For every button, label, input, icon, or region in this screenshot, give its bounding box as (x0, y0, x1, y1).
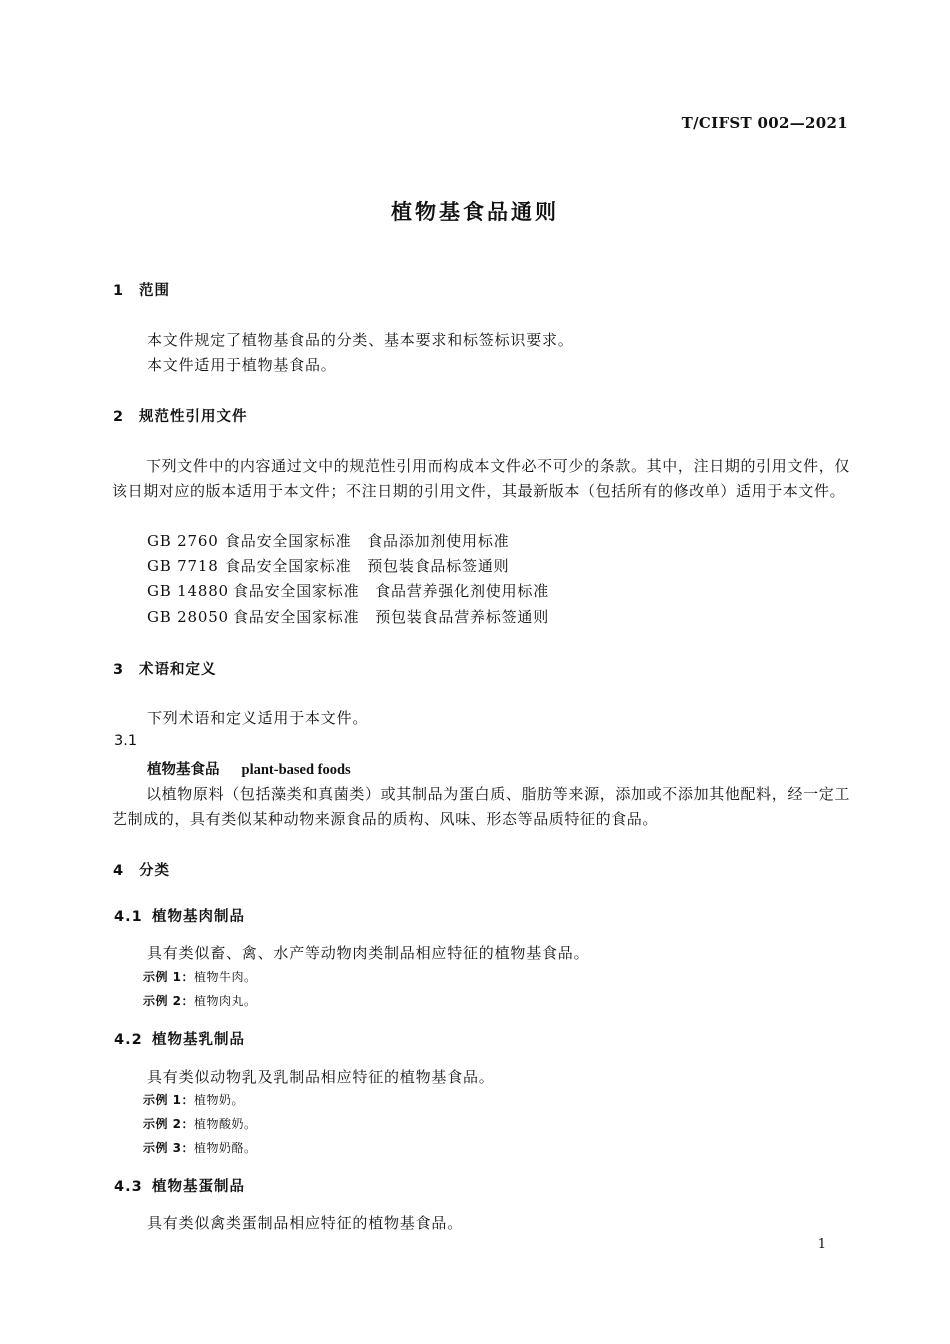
reference-item (147, 555, 509, 576)
reference-separator (351, 532, 367, 550)
subsection-number: 4.2 (114, 1032, 143, 1048)
reference-title-part1: 食品安全国家标准 (233, 582, 360, 600)
document-title: 植物基食品通则 (391, 200, 559, 224)
term-chinese: 植物基食品 (147, 762, 220, 778)
reference-title-part2: 食品营养强化剂使用标准 (375, 582, 550, 600)
reference-title-part2: 预包装食品营养标签通则 (375, 608, 550, 626)
reference-title-part1: 食品安全国家标准 (225, 557, 352, 575)
subsection-title: 植物基肉制品 (152, 909, 245, 925)
example-item (143, 968, 257, 985)
section-1-heading (113, 279, 170, 300)
reference-title-part2: 食品添加剂使用标准 (367, 532, 510, 550)
paragraph: 本文件适用于植物基食品。 (147, 356, 337, 374)
example-item (143, 1139, 257, 1156)
example-text: 植物奶酪。 (194, 1141, 257, 1155)
reference-item (147, 530, 509, 551)
reference-code: GB 7718 (147, 557, 219, 575)
subsection-number: 4.3 (114, 1179, 143, 1195)
reference-code: GB 14880 (147, 582, 229, 600)
section-title: 术语和定义 (139, 662, 217, 678)
subsection-title: 植物基蛋制品 (152, 1179, 245, 1195)
subsection-title: 植物基乳制品 (152, 1032, 245, 1048)
section-title: 范围 (139, 283, 170, 299)
reference-item (147, 580, 549, 601)
paragraph: 具有类似禽类蛋制品相应特征的植物基食品。 (147, 1214, 464, 1232)
subsection-4-3-heading (114, 1175, 245, 1196)
example-item (143, 1091, 244, 1108)
page-number: 1 (817, 1237, 826, 1252)
example-label: 示例 2： (143, 994, 195, 1008)
example-text: 植物酸奶。 (194, 1117, 257, 1131)
reference-title-part1: 食品安全国家标准 (233, 608, 360, 626)
section-number: 2 (113, 409, 125, 425)
section-title: 规范性引用文件 (139, 409, 248, 425)
reference-separator (359, 582, 375, 600)
paragraph: 具有类似动物乳及乳制品相应特征的植物基食品。 (147, 1068, 495, 1086)
term-number: 3.1 (114, 733, 138, 749)
section-title: 分类 (139, 863, 170, 879)
reference-code: GB 2760 (147, 532, 219, 550)
paragraph: 下列术语和定义适用于本文件。 (147, 709, 369, 727)
example-text: 植物牛肉。 (194, 970, 257, 984)
subsection-number: 4.1 (114, 909, 143, 925)
section-2-heading (113, 405, 248, 426)
example-item (143, 1115, 257, 1132)
reference-item (147, 606, 549, 627)
reference-code: GB 28050 (147, 608, 229, 626)
section-number: 4 (113, 863, 125, 879)
section-number: 1 (113, 283, 125, 299)
reference-title-part2: 预包装食品标签通则 (367, 557, 510, 575)
reference-separator (351, 557, 367, 575)
term-english: plant-based foods (241, 762, 351, 778)
section-number: 3 (113, 662, 125, 678)
paragraph: 本文件规定了植物基食品的分类、基本要求和标签标识要求。 (147, 331, 574, 349)
term-entry (147, 758, 351, 779)
example-item (143, 992, 257, 1009)
paragraph: 下列文件中的内容通过文中的规范性引用而构成本文件必不可少的条款。其中，注日期的引用文件，仅该日期对应的版本适用于本文件；不注日期的引用文件，其最新版本（包括所有的修改单）适用于本文件。 (112, 457, 850, 500)
section-3-heading (113, 658, 217, 679)
document-code: T/CIFST 002—2021 (681, 114, 848, 132)
section-4-heading (113, 859, 170, 880)
example-label: 示例 1： (143, 970, 195, 984)
subsection-4-2-heading (114, 1028, 245, 1049)
term-definition: 以植物原料（包括藻类和真菌类）或其制品为蛋白质、脂肪等来源，添加或不添加其他配料，经一定工艺制成的，具有类似某种动物来源食品的质构、风味、形态等品质特征的食品。 (112, 785, 850, 828)
example-text: 植物奶。 (194, 1093, 245, 1107)
reference-title-part1: 食品安全国家标准 (225, 532, 352, 550)
paragraph: 具有类似畜、禽、水产等动物肉类制品相应特征的植物基食品。 (147, 944, 590, 962)
subsection-4-1-heading (114, 905, 245, 926)
example-label: 示例 1： (143, 1093, 195, 1107)
example-label: 示例 2： (143, 1117, 195, 1131)
reference-separator (359, 608, 375, 626)
example-label: 示例 3： (143, 1141, 195, 1155)
example-text: 植物肉丸。 (194, 994, 257, 1008)
